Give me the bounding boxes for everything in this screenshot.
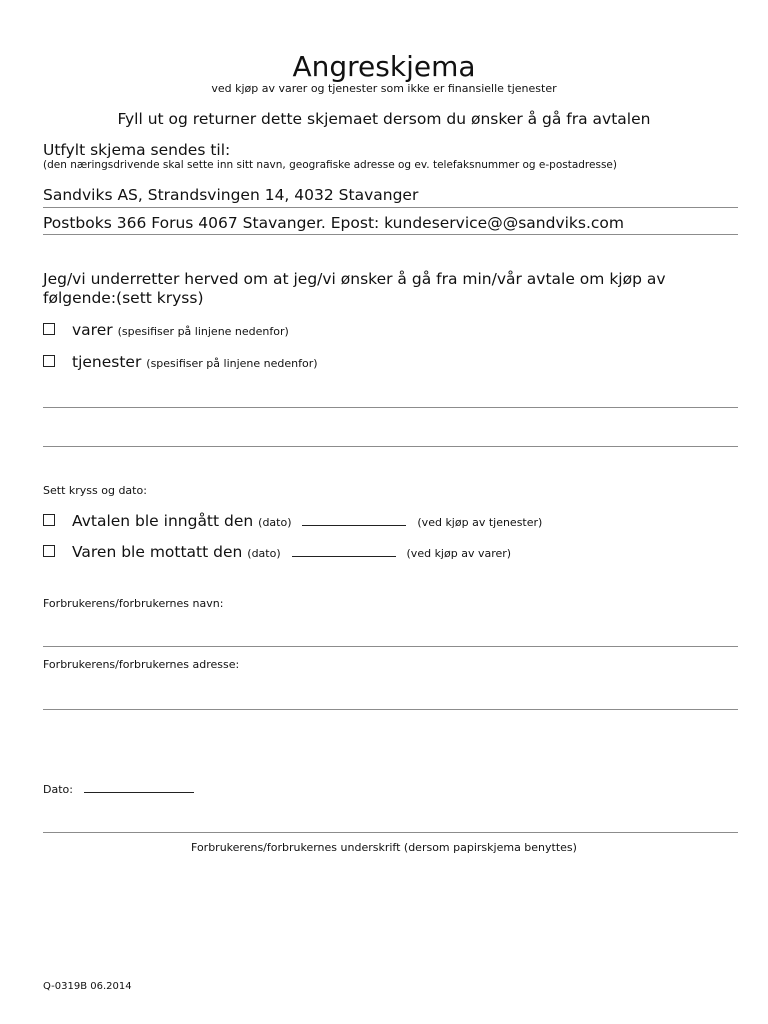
option-varer-label: varer xyxy=(72,321,113,339)
varen-mottatt-label: Varen ble mottatt den xyxy=(72,543,243,561)
specification-line-1[interactable] xyxy=(43,407,738,408)
option-tjenester-label: tjenester xyxy=(72,353,142,371)
specification-line-2[interactable] xyxy=(43,446,738,447)
avtalen-inngatt-label: Avtalen ble inngått den xyxy=(72,512,254,530)
dates-heading: Sett kryss og dato: xyxy=(43,484,147,497)
avtalen-inngatt-date-field[interactable] xyxy=(302,515,406,526)
recipient-address-line-2: Postboks 366 Forus 4067 Stavanger. Epost: kundeservice@@sandviks.com xyxy=(43,214,625,232)
recipient-note: (den næringsdrivende skal sette inn sitt navn, geografiske adresse og ev. telefaksnummer og e-postadresse) xyxy=(43,159,617,171)
checkbox-tjenester[interactable] xyxy=(43,355,55,367)
consumer-address-line[interactable] xyxy=(43,709,738,710)
signature-caption: Forbrukerens/forbrukernes underskrift (dersom papirskjema benyttes) xyxy=(191,841,577,854)
signature-line[interactable] xyxy=(43,832,738,833)
date-row xyxy=(43,782,194,797)
option-varer xyxy=(72,320,289,342)
recipient-line-2-rule xyxy=(43,234,738,235)
date-label: Dato: xyxy=(43,783,73,796)
recipient-heading: Utfylt skjema sendes til: xyxy=(43,141,231,159)
recipient-line-1-rule xyxy=(43,207,738,208)
recipient-address-line-1: Sandviks AS, Strandsvingen 14, 4032 Stavanger xyxy=(43,186,419,204)
avtalen-inngatt-date-hint: (dato) xyxy=(258,516,292,529)
option-varen-mottatt xyxy=(72,542,511,564)
option-tjenester xyxy=(72,352,318,374)
checkbox-varen-mottatt[interactable] xyxy=(43,545,55,557)
varen-mottatt-suffix: (ved kjøp av varer) xyxy=(406,547,512,560)
consumer-address-label: Forbrukerens/forbrukernes adresse: xyxy=(43,658,240,671)
checkbox-avtalen-inngatt[interactable] xyxy=(43,514,55,526)
checkbox-varer[interactable] xyxy=(43,323,55,335)
varen-mottatt-date-field[interactable] xyxy=(292,546,396,557)
date-field[interactable] xyxy=(84,782,194,793)
withdrawal-notice: Jeg/vi underretter herved om at jeg/vi ønsker å gå fra min/vår avtale om kjøp av følgende:(sett kryss) xyxy=(43,270,666,307)
option-varer-hint: (spesifiser på linjene nedenfor) xyxy=(117,325,289,338)
consumer-name-label: Forbrukerens/forbrukernes navn: xyxy=(43,597,224,610)
varen-mottatt-date-hint: (dato) xyxy=(247,547,281,560)
option-avtalen-inngatt xyxy=(72,511,542,533)
avtalen-inngatt-suffix: (ved kjøp av tjenester) xyxy=(417,516,543,529)
form-subtitle: ved kjøp av varer og tjenester som ikke er finansielle tjenester xyxy=(211,82,557,95)
form-instruction: Fyll ut og returner dette skjemaet dersom du ønsker å gå fra avtalen xyxy=(117,110,651,128)
option-tjenester-hint: (spesifiser på linjene nedenfor) xyxy=(146,357,318,370)
form-title: Angreskjema xyxy=(292,50,476,83)
form-code: Q-0319B 06.2014 xyxy=(43,981,132,992)
consumer-name-line[interactable] xyxy=(43,646,738,647)
